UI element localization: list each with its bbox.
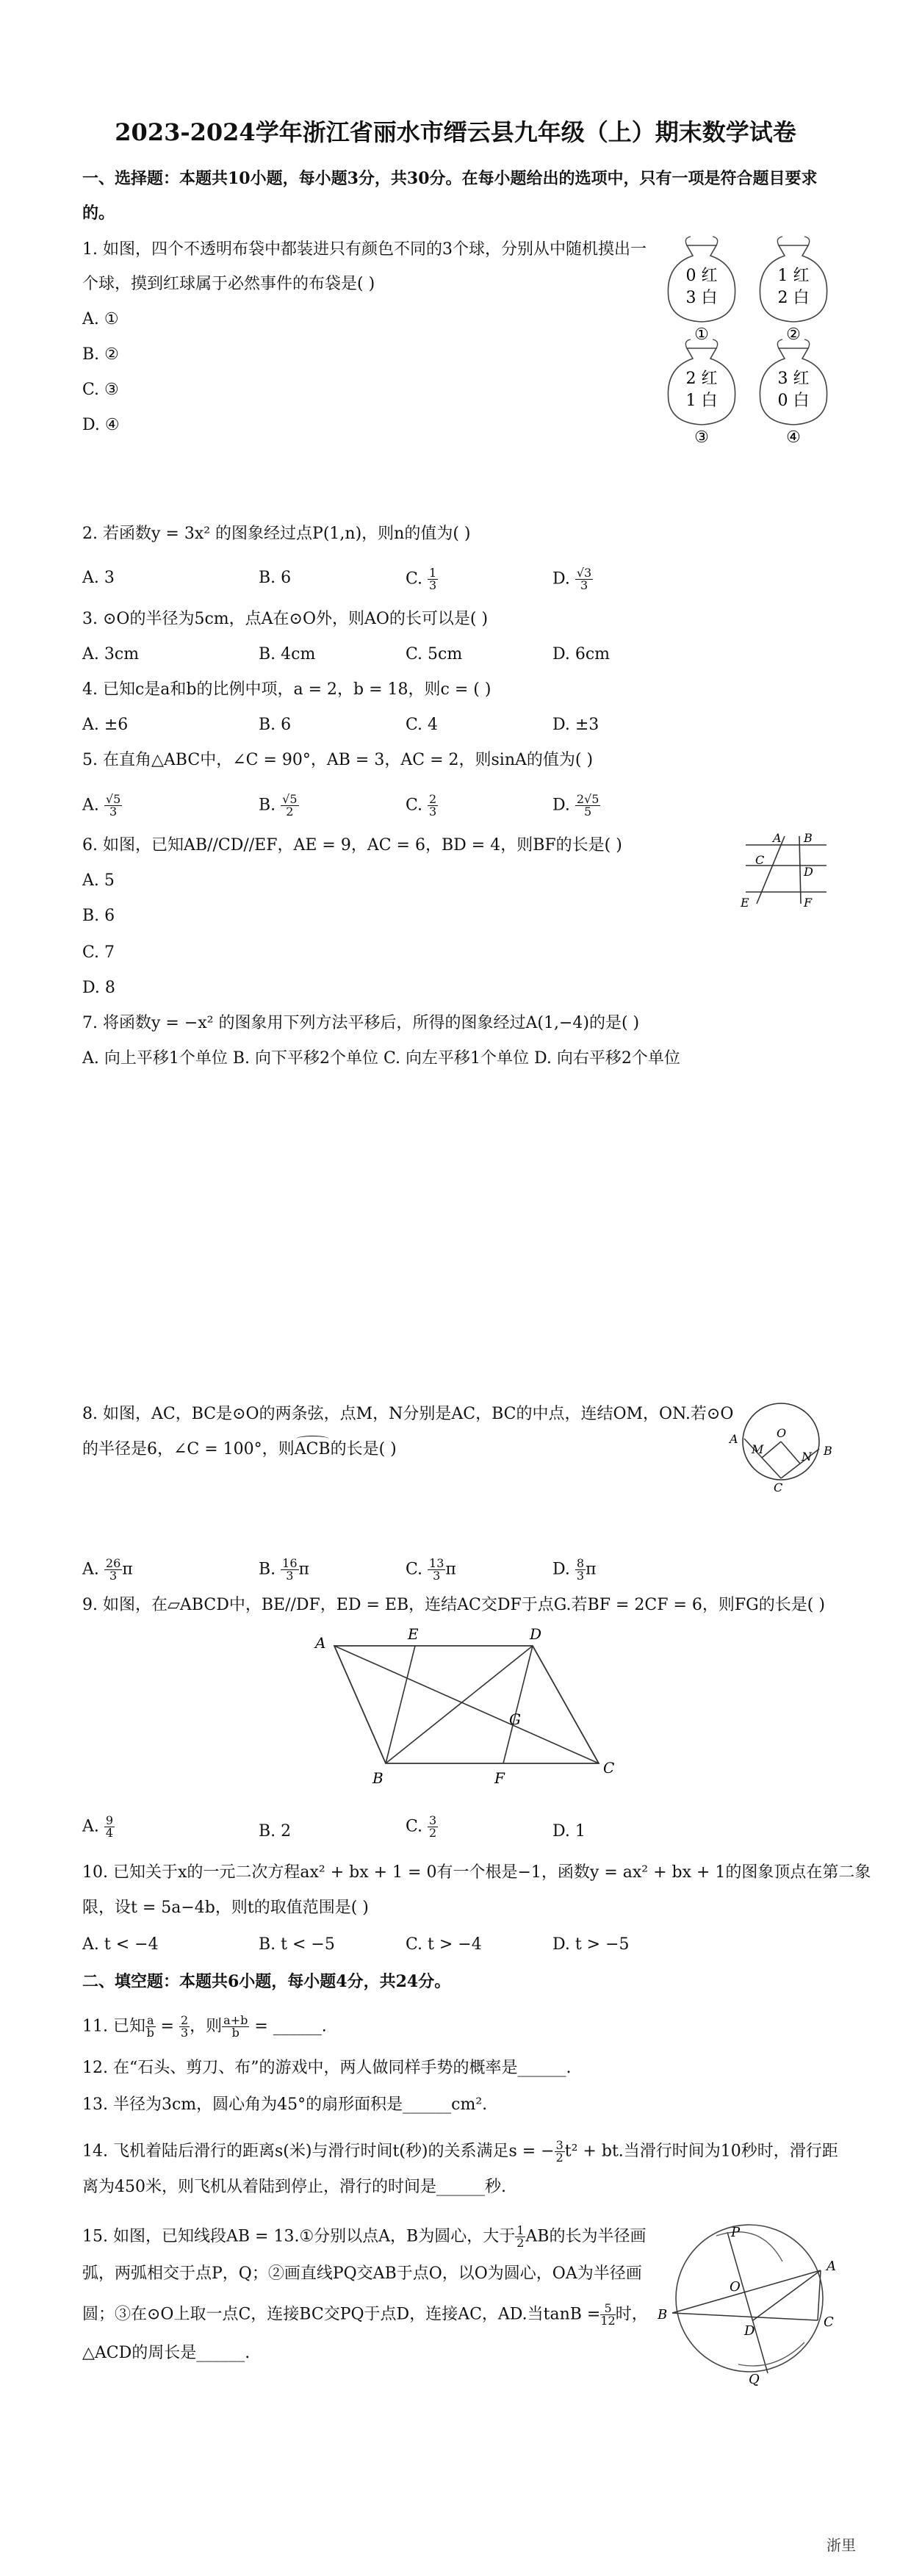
q3-text: 3. ⊙O的半径为5cm，点A在⊙O外，则AO的长可以是( ) — [82, 610, 489, 628]
q15-text — [82, 2225, 646, 2249]
q2-text: 2. 若函数y = 3x² 的图象经过点P(1,n)，则n的值为( ) — [82, 525, 471, 543]
q6-option-a: A. 5 — [82, 871, 115, 890]
bag-1-label: ① — [694, 325, 709, 344]
frac-num: a+b — [223, 2013, 248, 2027]
q14-frac — [555, 2140, 565, 2164]
q3-option-d: D. 6cm — [552, 645, 611, 663]
q15-part1: 15. 如图，已知线段AB = 13.①分别以点A，B为圆心，大于 — [82, 2227, 516, 2246]
q5-option-a — [82, 794, 122, 818]
frac-num: 16 — [282, 1556, 298, 1570]
q14-part2: t² + bt.当滑行时间为10秒时，滑行距 — [564, 2142, 838, 2161]
q15-text-line3 — [82, 2303, 648, 2327]
frac-den: 3 — [109, 805, 118, 819]
q1-option-b: B. ② — [82, 345, 119, 364]
q14-part1: 14. 飞机着陆后滑行的距离s(米)与滑行时间t(秒)的关系满足s = − — [82, 2142, 555, 2161]
section1-heading: 一、选择题：本题共10小题，每小题3分，共30分。在每小题给出的选项中，只有一项是符合题目要求 — [82, 169, 818, 188]
frac-num: 3 — [555, 2138, 563, 2152]
q8-option-d — [552, 1558, 597, 1582]
frac-num: 3 — [429, 1813, 437, 1827]
q6-label-e: E — [741, 896, 749, 910]
q9-option-c-label: C. — [406, 1817, 423, 1836]
frac-num: √3 — [576, 566, 592, 580]
q9-parallelogram-figure — [312, 1620, 621, 1793]
frac-den: b — [146, 2026, 154, 2040]
q15-label-d: D — [744, 2323, 755, 2339]
q5-option-a-label: A. — [82, 796, 99, 815]
q9-option-c-frac — [428, 1815, 438, 1839]
frac-den: 4 — [105, 1826, 114, 1840]
q4-text: 4. 已知c是a和b的比例中项，a = 2，b = 18，则c = ( ) — [82, 680, 491, 699]
pi-symbol: π — [445, 1560, 456, 1579]
q8-circle-figure — [724, 1396, 838, 1495]
q15-label-o: O — [730, 2279, 741, 2295]
q11-post: = ______. — [254, 2017, 327, 2036]
bag-2-label: ② — [786, 325, 801, 344]
bag-4-top: 3 红 — [777, 370, 810, 388]
frac-num: √5 — [282, 792, 298, 806]
q7-text: 7. 将函数y = −x² 的图象用下列方法平移后，所得的图象经过A(1,−4)的是( ) — [82, 1014, 640, 1032]
bag-1 — [668, 237, 735, 344]
bag-1-bottom: 3 白 — [685, 289, 718, 307]
q4-option-a: A. ±6 — [82, 716, 129, 734]
q15-label-p: P — [731, 2225, 741, 2240]
q6-text: 6. 如图，已知AB//CD//EF，AE = 9，AC = 6，BD = 4，则BF的长是( ) — [82, 836, 622, 855]
frac-num: 2 — [429, 792, 437, 806]
q10-option-c: C. t > −4 — [406, 1935, 482, 1954]
q15-part3: 圆；③在⊙O上取一点C，连接BC交PQ于点D，连接AC，AD.当tanB = — [82, 2305, 601, 2324]
bag-2-top: 1 红 — [777, 267, 810, 285]
q13-text: 13. 半径为3cm，圆心角为45°的扇形面积是______cm². — [82, 2095, 488, 2114]
q9-label-f: F — [494, 1769, 505, 1787]
q5-option-c — [406, 794, 438, 818]
frac-den: 12 — [600, 2314, 616, 2328]
frac-num: 2 — [180, 2013, 189, 2027]
q4-option-c: C. 4 — [406, 716, 439, 734]
q14-text — [82, 2140, 838, 2164]
q15-frac-1 — [515, 2225, 525, 2249]
q9-option-d: D. 1 — [552, 1822, 586, 1841]
q5-option-d — [552, 794, 600, 818]
frac-num: 13 — [429, 1556, 444, 1570]
frac-den: 3 — [286, 1569, 294, 1583]
q11-pre: 11. 已知 — [82, 2017, 145, 2036]
bag-2-bottom: 2 白 — [777, 289, 810, 307]
q8-option-a — [82, 1558, 133, 1582]
q2-option-c-frac — [428, 567, 438, 591]
frac-den: 5 — [584, 805, 592, 819]
bag-4 — [760, 339, 827, 445]
q15-part2: AB的长为半径画 — [525, 2227, 647, 2246]
q8-option-b — [259, 1558, 309, 1582]
q9-label-c: C — [603, 1759, 615, 1777]
q11-frac-2 — [179, 2015, 190, 2039]
bag-3 — [668, 339, 735, 445]
q9-label-e: E — [408, 1625, 419, 1643]
q15-label-a: A — [827, 2259, 836, 2274]
q9-option-a-frac — [104, 1815, 115, 1839]
section2-heading: 二、填空题：本题共6小题，每小题4分，共24分。 — [82, 1972, 451, 1991]
q8-option-b-frac — [281, 1558, 298, 1582]
frac-den: 3 — [429, 805, 437, 819]
q6-option-b: B. 6 — [82, 907, 115, 925]
q2-option-c — [406, 567, 438, 591]
bag-4-bottom: 0 白 — [777, 392, 810, 410]
frac-den: 3 — [109, 1569, 118, 1583]
q8-label-o: O — [777, 1426, 787, 1440]
frac-den: 3 — [576, 1569, 585, 1583]
frac-num: 2√5 — [576, 792, 599, 806]
q11-frac-1 — [145, 2015, 156, 2039]
q7-options: A. 向上平移1个单位 B. 向下平移2个单位 C. 向左平移1个单位 D. 向右平移2个单位 — [82, 1049, 680, 1068]
q8-text: 8. 如图，AC，BC是⊙O的两条弦，点M，N分别是AC，BC的中点，连结OM，ON.若⊙O — [82, 1405, 734, 1423]
q2-option-d — [552, 567, 593, 591]
frac-den: 3 — [429, 578, 437, 592]
q3-option-a: A. 3cm — [82, 645, 140, 663]
q9-label-b: B — [372, 1769, 384, 1787]
q15-label-q: Q — [749, 2372, 760, 2386]
q2-option-d-frac — [575, 567, 593, 591]
q1-text-cont: 个球，摸到红球属于必然事件的布袋是( ) — [82, 275, 375, 293]
q8-option-d-frac — [575, 1558, 586, 1582]
q5-option-c-label: C. — [406, 796, 423, 815]
q5-option-c-frac — [428, 794, 438, 818]
q10-option-d: D. t > −5 — [552, 1935, 630, 1954]
q8-label-a: A — [730, 1432, 738, 1446]
q5-option-b — [259, 794, 299, 818]
frac-den: 3 — [433, 1569, 441, 1583]
frac-num: 26 — [105, 1556, 121, 1570]
frac-den: 3 — [580, 578, 588, 592]
q5-option-a-frac — [104, 794, 122, 818]
q14-text-cont: 离为450米，则飞机从着陆到停止，滑行的时间是______秒. — [82, 2178, 506, 2196]
q11-mid: ，则 — [190, 2017, 223, 2036]
q2-option-d-label: D. — [552, 569, 570, 589]
frac-num: √5 — [105, 792, 121, 806]
frac-num: 9 — [105, 1813, 114, 1827]
q3-option-c: C. 5cm — [406, 645, 463, 663]
q8-text-part1: 的半径是6，∠C = 100°，则 — [82, 1440, 295, 1458]
q15-frac-2 — [600, 2303, 615, 2327]
frac-num: a — [146, 2013, 154, 2027]
q2-option-c-label: C. — [406, 569, 423, 589]
bag-3-top: 2 红 — [685, 370, 718, 388]
q2-option-b: B. 6 — [259, 569, 292, 587]
q11-text — [82, 2015, 327, 2039]
q8-option-b-label: B. — [259, 1560, 276, 1579]
q15-text-line4: △ACD的周长是______. — [82, 2344, 251, 2362]
q10-text-cont: 限，设t = 5a−4b，则t的取值范围是( ) — [82, 1899, 369, 1917]
q15-construction-figure — [658, 2217, 845, 2386]
section1-heading-cont: 的。 — [82, 204, 115, 223]
bag-4-label: ④ — [786, 428, 801, 445]
q8-option-c-frac — [428, 1558, 445, 1582]
q9-text: 9. 如图，在▱ABCD中，BE//DF，ED = EB，连结AC交DF于点G.若BF = 2CF = 6，则FG的长是( ) — [82, 1596, 825, 1614]
q6-option-c: C. 7 — [82, 943, 115, 962]
frac-num: 8 — [576, 1556, 585, 1570]
q6-label-c: C — [755, 853, 765, 867]
arc-mark — [296, 1436, 329, 1442]
frac-num: 1 — [516, 2223, 525, 2237]
q15-label-c: C — [824, 2314, 834, 2330]
q8-arc-label — [295, 1439, 331, 1461]
q8-text-cont — [82, 1439, 397, 1461]
frac-den: 3 — [180, 2026, 189, 2040]
q8-label-m: M — [752, 1442, 764, 1456]
q9-option-b: B. 2 — [259, 1822, 292, 1841]
q9-option-a — [82, 1815, 115, 1839]
frac-num: 5 — [600, 2303, 615, 2315]
q6-label-f: F — [804, 896, 813, 910]
q1-option-a: A. ① — [82, 310, 119, 328]
frac-num: 1 — [429, 566, 437, 580]
q8-arc-text: ACB — [294, 1440, 331, 1458]
q10-option-b: B. t < −5 — [259, 1935, 335, 1954]
q6-option-d: D. 8 — [82, 979, 115, 997]
q8-option-c — [406, 1558, 456, 1582]
page-footer: 浙里 — [827, 2536, 856, 2554]
q8-option-d-label: D. — [552, 1560, 570, 1579]
q2-option-a: A. 3 — [82, 569, 115, 587]
bag-3-bottom: 1 白 — [685, 392, 718, 410]
pi-symbol: π — [298, 1560, 309, 1579]
q6-parallel-lines-figure — [735, 830, 838, 911]
q15-text-line2: 弧，两弧相交于点P，Q；②画直线PQ交AB于点O，以O为圆心，OA为半径画 — [82, 2264, 642, 2283]
q11-frac-3 — [222, 2015, 249, 2039]
q4-option-b: B. 6 — [259, 716, 292, 734]
q8-label-n: N — [802, 1450, 812, 1464]
q9-label-d: D — [530, 1625, 542, 1643]
bag-2 — [760, 237, 827, 344]
pi-symbol: π — [122, 1560, 133, 1579]
q8-option-c-label: C. — [406, 1560, 423, 1579]
page-title: 2023-2024学年浙江省丽水市缙云县九年级（上）期末数学试卷 — [115, 118, 796, 146]
bag-1-top: 0 红 — [685, 267, 718, 285]
q6-label-d: D — [804, 865, 813, 879]
q5-text: 5. 在直角△ABC中，∠C = 90°，AB = 3，AC = 2，则sinA的值为( ) — [82, 751, 594, 769]
frac-den: 2 — [555, 2151, 563, 2165]
q4-option-d: D. ±3 — [552, 716, 599, 734]
q12-text: 12. 在“石头、剪刀、布”的游戏中，两人做同样手势的概率是______. — [82, 2059, 572, 2077]
q6-label-a: A — [773, 831, 782, 845]
q9-option-a-label: A. — [82, 1817, 99, 1836]
pi-symbol: π — [586, 1560, 597, 1579]
frac-den: b — [231, 2026, 240, 2040]
q6-label-b: B — [804, 831, 813, 845]
q8-label-b: B — [824, 1444, 832, 1458]
frac-den: 2 — [286, 805, 294, 819]
q8-option-a-frac — [104, 1558, 122, 1582]
q3-option-b: B. 4cm — [259, 645, 316, 663]
q1-option-d: D. ④ — [82, 416, 120, 434]
q5-option-d-label: D. — [552, 796, 570, 815]
q11-eq: = — [160, 2017, 174, 2036]
q9-option-c — [406, 1815, 438, 1839]
frac-den: 2 — [516, 2236, 525, 2250]
q9-label-g: G — [509, 1710, 521, 1728]
q15-part4: 时， — [615, 2305, 648, 2324]
q1-option-c: C. ③ — [82, 381, 119, 399]
q15-label-b: B — [658, 2307, 668, 2323]
q8-text-part2: 的长是( ) — [330, 1440, 397, 1458]
q1-bags-figure — [658, 232, 841, 445]
q8-option-a-label: A. — [82, 1560, 99, 1579]
q5-option-d-frac — [575, 794, 601, 818]
frac-den: 2 — [429, 1826, 437, 1840]
q1-text: 1. 如图，四个不透明布袋中都装进只有颜色不同的3个球，分别从中随机摸出一 — [82, 240, 647, 259]
q8-label-c: C — [774, 1481, 783, 1494]
q5-option-b-frac — [281, 794, 298, 818]
q9-label-a: A — [315, 1634, 326, 1652]
q10-text: 10. 已知关于x的一元二次方程ax² + bx + 1 = 0有一个根是−1，函数y = ax² + bx + 1的图象顶点在第二象 — [82, 1863, 871, 1882]
bag-3-label: ③ — [694, 428, 709, 445]
q10-option-a: A. t < −4 — [82, 1935, 159, 1954]
q5-option-b-label: B. — [259, 796, 276, 815]
